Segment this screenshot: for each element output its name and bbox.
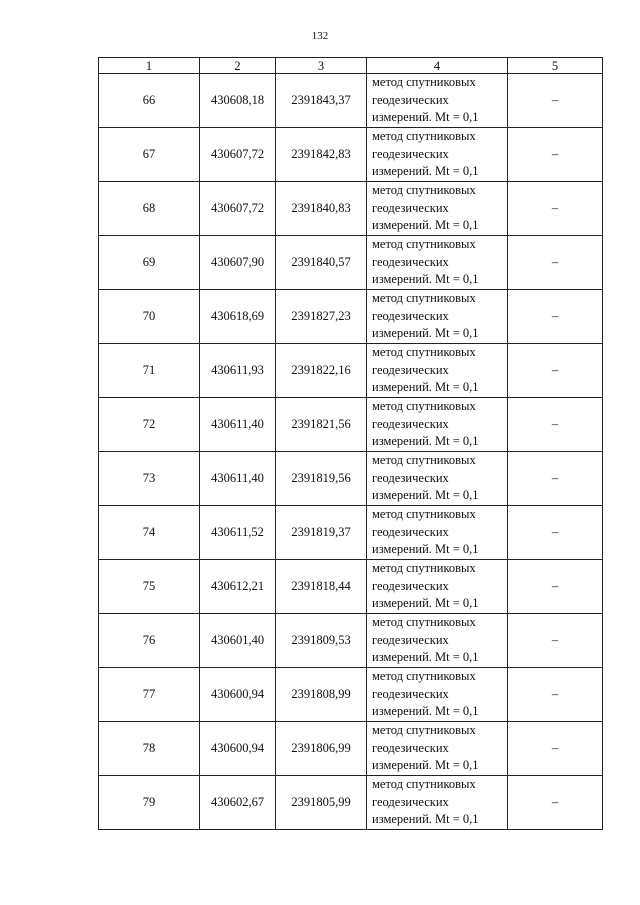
note-cell: –	[508, 560, 603, 614]
note-cell: –	[508, 776, 603, 830]
point-number-cell: 79	[99, 776, 200, 830]
point-number-cell: 69	[99, 236, 200, 290]
y-coordinate-cell: 2391840,57	[276, 236, 367, 290]
method-line: метод спутниковых	[372, 345, 476, 359]
method-line: геодезических	[372, 470, 449, 485]
note-cell: –	[508, 182, 603, 236]
method-cell	[367, 776, 508, 830]
table-row	[99, 398, 603, 452]
note-cell: –	[508, 290, 603, 344]
x-coordinate-cell: 430611,52	[200, 506, 276, 560]
table-body	[99, 74, 603, 830]
note-cell: –	[508, 722, 603, 776]
point-number-cell: 78	[99, 722, 200, 776]
note-cell: –	[508, 452, 603, 506]
x-coordinate-cell: 430611,93	[200, 344, 276, 398]
method-line: геодезических	[372, 686, 449, 701]
x-coordinate-cell: 430607,72	[200, 128, 276, 182]
y-coordinate-cell: 2391808,99	[276, 668, 367, 722]
method-cell	[367, 398, 508, 452]
method-line: геодезических	[372, 254, 449, 269]
method-line: измерений. Mt = 0,1	[372, 758, 479, 772]
note-cell: –	[508, 128, 603, 182]
method-line: измерений. Mt = 0,1	[372, 272, 479, 286]
method-line: геодезических	[372, 524, 449, 539]
method-cell	[367, 236, 508, 290]
coordinates-table	[98, 57, 603, 830]
method-line: измерений. Mt = 0,1	[372, 542, 479, 556]
method-line: геодезических	[372, 740, 449, 755]
method-line: геодезических	[372, 200, 449, 215]
x-coordinate-cell: 430618,69	[200, 290, 276, 344]
method-line: измерений. Mt = 0,1	[372, 110, 479, 124]
method-line: метод спутниковых	[372, 291, 476, 305]
y-coordinate-cell: 2391822,16	[276, 344, 367, 398]
point-number-cell: 70	[99, 290, 200, 344]
method-line: геодезических	[372, 308, 449, 323]
method-line: измерений. Mt = 0,1	[372, 650, 479, 664]
table-row	[99, 614, 603, 668]
method-line: геодезических	[372, 92, 449, 107]
method-cell	[367, 290, 508, 344]
table-row	[99, 776, 603, 830]
method-line: геодезических	[372, 362, 449, 377]
y-coordinate-cell: 2391842,83	[276, 128, 367, 182]
y-coordinate-cell: 2391827,23	[276, 290, 367, 344]
method-line: измерений. Mt = 0,1	[372, 434, 479, 448]
table-row	[99, 452, 603, 506]
method-cell	[367, 560, 508, 614]
x-coordinate-cell: 430607,90	[200, 236, 276, 290]
method-cell	[367, 722, 508, 776]
header-cell: 2	[200, 58, 276, 74]
method-line: метод спутниковых	[372, 183, 476, 197]
method-line: метод спутниковых	[372, 453, 476, 467]
method-line: метод спутниковых	[372, 75, 476, 89]
method-line: измерений. Mt = 0,1	[372, 596, 479, 610]
method-line: метод спутниковых	[372, 507, 476, 521]
method-line: геодезических	[372, 416, 449, 431]
method-line: метод спутниковых	[372, 129, 476, 143]
x-coordinate-cell: 430612,21	[200, 560, 276, 614]
method-cell	[367, 74, 508, 128]
x-coordinate-cell: 430602,67	[200, 776, 276, 830]
table-row	[99, 236, 603, 290]
point-number-cell: 76	[99, 614, 200, 668]
point-number-cell: 77	[99, 668, 200, 722]
note-cell: –	[508, 344, 603, 398]
table-row	[99, 344, 603, 398]
method-line: измерений. Mt = 0,1	[372, 326, 479, 340]
y-coordinate-cell: 2391840,83	[276, 182, 367, 236]
point-number-cell: 67	[99, 128, 200, 182]
note-cell: –	[508, 236, 603, 290]
method-line: метод спутниковых	[372, 561, 476, 575]
point-number-cell: 74	[99, 506, 200, 560]
table-row	[99, 506, 603, 560]
y-coordinate-cell: 2391819,37	[276, 506, 367, 560]
page-number: 132	[311, 30, 329, 42]
y-coordinate-cell: 2391805,99	[276, 776, 367, 830]
table-row	[99, 722, 603, 776]
method-line: геодезических	[372, 578, 449, 593]
point-number-cell: 73	[99, 452, 200, 506]
note-cell: –	[508, 506, 603, 560]
method-line: геодезических	[372, 794, 449, 809]
method-line: измерений. Mt = 0,1	[372, 218, 479, 232]
method-line: геодезических	[372, 632, 449, 647]
method-line: измерений. Mt = 0,1	[372, 488, 479, 502]
y-coordinate-cell: 2391818,44	[276, 560, 367, 614]
table-row	[99, 290, 603, 344]
table-row	[99, 560, 603, 614]
method-cell	[367, 668, 508, 722]
method-cell	[367, 506, 508, 560]
method-line: метод спутниковых	[372, 669, 476, 683]
header-cell: 1	[99, 58, 200, 74]
point-number-cell: 66	[99, 74, 200, 128]
method-line: метод спутниковых	[372, 723, 476, 737]
x-coordinate-cell: 430608,18	[200, 74, 276, 128]
header-cell: 3	[276, 58, 367, 74]
method-cell	[367, 452, 508, 506]
method-line: измерений. Mt = 0,1	[372, 812, 479, 826]
method-line: измерений. Mt = 0,1	[372, 164, 479, 178]
x-coordinate-cell: 430601,40	[200, 614, 276, 668]
method-cell	[367, 344, 508, 398]
y-coordinate-cell: 2391819,56	[276, 452, 367, 506]
note-cell: –	[508, 668, 603, 722]
method-line: измерений. Mt = 0,1	[372, 380, 479, 394]
table-row	[99, 74, 603, 128]
x-coordinate-cell: 430600,94	[200, 668, 276, 722]
x-coordinate-cell: 430611,40	[200, 398, 276, 452]
method-cell	[367, 128, 508, 182]
point-number-cell: 71	[99, 344, 200, 398]
note-cell: –	[508, 74, 603, 128]
method-cell	[367, 614, 508, 668]
y-coordinate-cell: 2391806,99	[276, 722, 367, 776]
table-row	[99, 128, 603, 182]
point-number-cell: 68	[99, 182, 200, 236]
note-cell: –	[508, 398, 603, 452]
method-line: геодезических	[372, 146, 449, 161]
x-coordinate-cell: 430611,40	[200, 452, 276, 506]
header-row	[99, 58, 603, 74]
note-cell: –	[508, 614, 603, 668]
method-line: метод спутниковых	[372, 777, 476, 791]
point-number-cell: 72	[99, 398, 200, 452]
method-line: метод спутниковых	[372, 237, 476, 251]
header-cell: 4	[367, 58, 508, 74]
y-coordinate-cell: 2391809,53	[276, 614, 367, 668]
table-row	[99, 182, 603, 236]
method-line: метод спутниковых	[372, 615, 476, 629]
method-line: измерений. Mt = 0,1	[372, 704, 479, 718]
point-number-cell: 75	[99, 560, 200, 614]
table-row	[99, 668, 603, 722]
y-coordinate-cell: 2391843,37	[276, 74, 367, 128]
method-cell	[367, 182, 508, 236]
header-cell: 5	[508, 58, 603, 74]
y-coordinate-cell: 2391821,56	[276, 398, 367, 452]
x-coordinate-cell: 430607,72	[200, 182, 276, 236]
method-line: метод спутниковых	[372, 399, 476, 413]
x-coordinate-cell: 430600,94	[200, 722, 276, 776]
